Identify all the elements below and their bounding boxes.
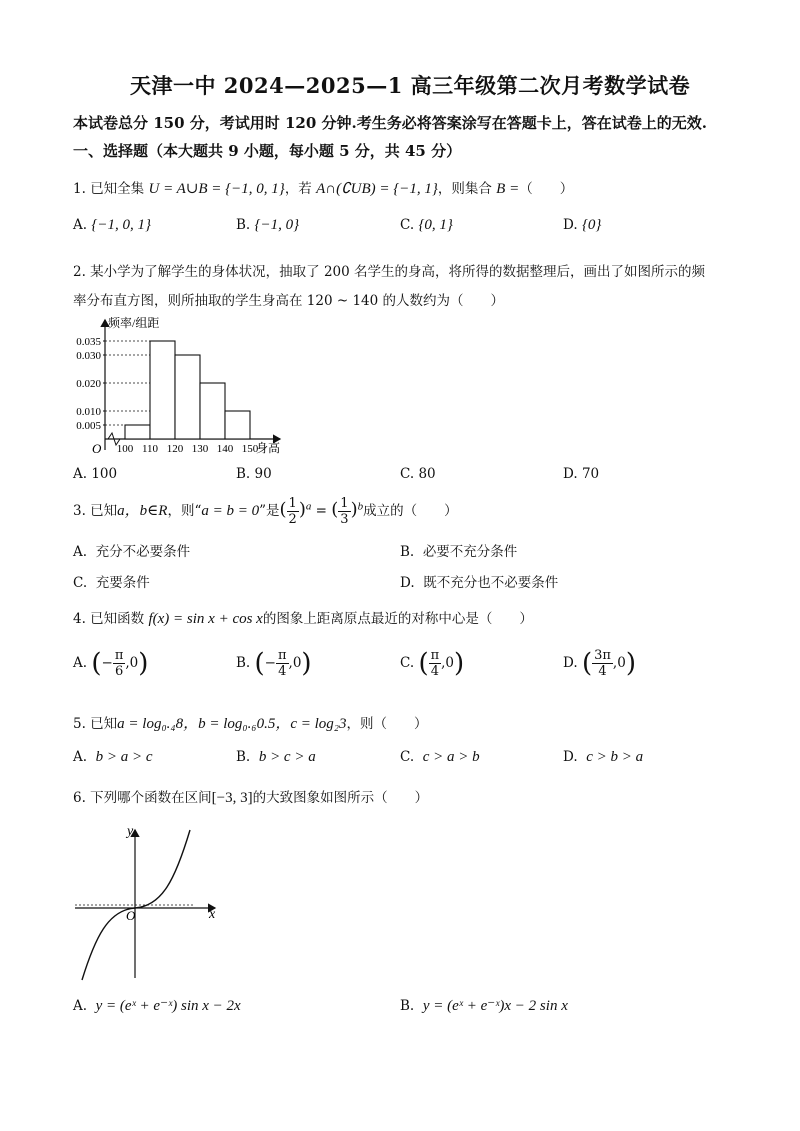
question-1 xyxy=(73,177,573,198)
question-5 xyxy=(73,712,428,733)
q6-option-a[interactable]: A. y = (eˣ + e⁻ˣ) sin x − 2x xyxy=(73,998,241,1014)
exam-notice: 本试卷总分 150 分，考试用时 120 分钟.考生务必将答案涂写在答题卡上，答在试卷上的无效. xyxy=(73,114,707,132)
section-heading: 一、选择题（本大题共 9 小题，每小题 5 分，共 45 分） xyxy=(73,142,462,160)
q3-option-d[interactable]: D. 既不充分也不必要条件 xyxy=(400,575,559,591)
histogram-bar xyxy=(175,355,200,439)
question-number: 1. xyxy=(73,181,86,197)
question-text: ，则集合 xyxy=(437,181,492,197)
question-2-line2: 率分布直方图，则所抽取的学生身高在 120 ~ 140 的人数约为（ ） xyxy=(73,293,505,309)
q1-option-c[interactable]: C. {0, 1} xyxy=(400,217,453,233)
y-tick-label: 0.020 xyxy=(76,378,101,390)
histogram-chart xyxy=(70,312,300,462)
histogram-bar xyxy=(150,341,175,439)
q1-option-a[interactable]: A. {−1, 0, 1} xyxy=(73,217,151,233)
graph-y-label: y xyxy=(127,824,134,839)
math-formula: U = A∪B = {−1, 0, 1} xyxy=(148,181,285,197)
x-axis-label: 身高 xyxy=(256,441,281,455)
y-tick-label: 0.030 xyxy=(76,350,101,362)
x-tick-label: 140 xyxy=(216,443,234,455)
math-formula: a = log₀.₄8，b = log₀.₆0.5，c = log₂3 xyxy=(117,716,347,732)
math-formula: a，b∈R xyxy=(117,503,168,519)
question-text: 5. 已知 xyxy=(73,716,118,732)
q1-option-b[interactable]: B. {−1, 0} xyxy=(236,217,300,233)
question-text: ”是 xyxy=(259,503,280,519)
fraction: $\frac{1}{2}$ xyxy=(288,496,297,527)
q4-option-c[interactable]: C. ( $\frac{\pi}{4}$ ,0) xyxy=(400,648,465,679)
q5-option-b[interactable]: B. b > c > a xyxy=(236,749,316,765)
q3-option-c[interactable]: C. 充要条件 xyxy=(73,575,150,591)
q4-option-b[interactable]: B. (− $\frac{\pi}{4}$ ,0) xyxy=(236,648,312,679)
graph-origin-label: O xyxy=(126,908,136,923)
q3-option-b[interactable]: B. 必要不充分条件 xyxy=(400,544,518,560)
fraction: $\frac{1}{3}$ xyxy=(340,496,349,527)
question-text: 成立的（ ） xyxy=(363,503,458,519)
y-axis-label: 频率/组距 xyxy=(108,316,160,330)
y-tick-label: 0.010 xyxy=(76,406,101,418)
histogram-bar xyxy=(200,383,225,439)
page-title: 天津一中 2024—2025—1 高三年级第二次月考数学试卷 xyxy=(130,73,691,98)
x-tick-label: 120 xyxy=(166,443,184,455)
q2-option-b[interactable]: B. 90 xyxy=(236,466,272,482)
q4-option-d[interactable]: D. ( $\frac{3\pi}{4}$ ,0) xyxy=(563,648,636,679)
math-formula: f(x) = sin x + cos x xyxy=(148,611,263,627)
q2-option-d[interactable]: D. 70 xyxy=(563,466,600,482)
q6-option-b[interactable]: B. y = (eˣ + e⁻ˣ)x − 2 sin x xyxy=(400,998,568,1014)
function-graph xyxy=(70,820,230,985)
q5-option-a[interactable]: A. b > a > c xyxy=(73,749,153,765)
q2-option-a[interactable]: A. 100 xyxy=(73,466,118,482)
question-text: 6. 下列哪个函数在区间 xyxy=(73,790,212,806)
y-tick-label: 0.035 xyxy=(76,336,101,348)
question-text: ，若 xyxy=(284,181,312,197)
question-2-line1: 2. 某小学为了解学生的身体状况，抽取了 200 名学生的身高，将所得的数据整理后，画出了如图所示的频 xyxy=(73,264,706,280)
question-6 xyxy=(73,786,428,807)
q5-option-d[interactable]: D. c > b > a xyxy=(563,749,644,765)
x-tick-label: 110 xyxy=(141,443,159,455)
x-tick-label: 100 xyxy=(116,443,134,455)
graph-x-label: x xyxy=(209,907,216,922)
question-text: ，则“ xyxy=(167,503,202,519)
question-text: 已知全集 xyxy=(90,181,145,197)
q3-option-a[interactable]: A. 充分不必要条件 xyxy=(73,544,191,560)
x-tick-label: 130 xyxy=(191,443,209,455)
histogram-bar xyxy=(225,411,250,439)
question-4 xyxy=(73,607,533,628)
q5-option-c[interactable]: C. c > a > b xyxy=(400,749,480,765)
x-tick-label: 150 xyxy=(241,443,259,455)
histogram-bar xyxy=(125,425,150,439)
question-text: 4. 已知函数 xyxy=(73,611,145,627)
question-text: 的图象上距离原点最近的对称中心是（ ） xyxy=(262,611,533,627)
question-text: 3. 已知 xyxy=(73,503,118,519)
q4-option-a[interactable]: A. (− $\frac{\pi}{6}$ ,0) xyxy=(73,648,149,679)
y-tick-label: 0.005 xyxy=(76,420,101,432)
math-formula: [−3, 3] xyxy=(211,790,253,806)
origin-label: O xyxy=(92,441,102,456)
answer-paren: （ ） xyxy=(519,181,574,197)
q1-option-d[interactable]: D. {0} xyxy=(563,217,602,233)
question-text: 的大致图象如图所示（ ） xyxy=(252,790,429,806)
question-text: ，则（ ） xyxy=(346,716,428,732)
question-3: 3. 已知a，b∈R，则“a = b = 0”是( $\frac{1}{2}$ )$^a$ = ( $\frac{1}{3}$ )$^b$成立的（ ） xyxy=(73,496,458,527)
math-formula: A∩(∁UB) = {−1, 1} xyxy=(316,181,438,197)
math-formula: B = xyxy=(496,181,520,197)
q2-option-c[interactable]: C. 80 xyxy=(400,466,436,482)
math-formula: a = b = 0 xyxy=(201,503,260,519)
